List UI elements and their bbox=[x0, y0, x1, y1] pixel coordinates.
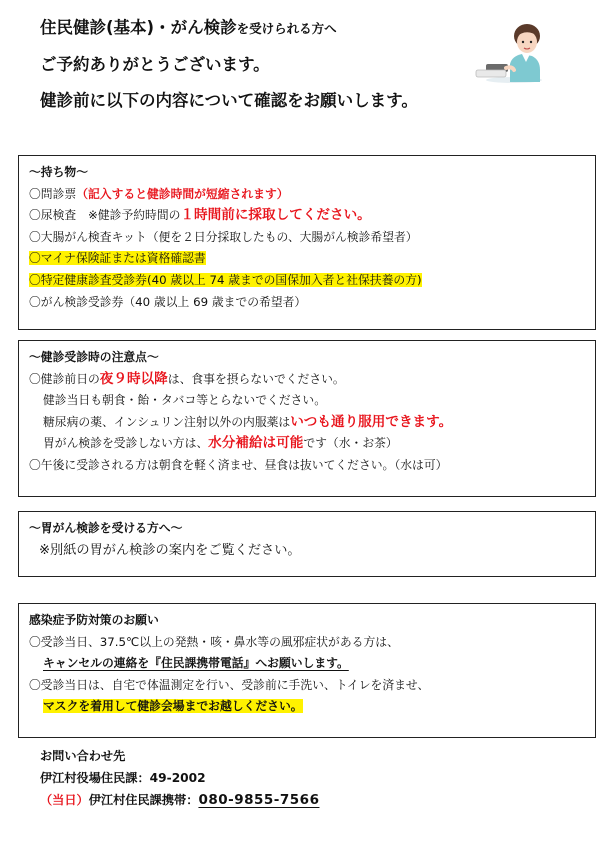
highlighted-text: 〇マイナ保険証または資格確認書 bbox=[29, 251, 206, 266]
item-text: 〇尿検査 ※健診予約時間の bbox=[29, 208, 181, 223]
text: 糖尿病の薬、インシュリン注射以外の内服薬は bbox=[43, 414, 291, 429]
item-text: 〇問診票 bbox=[29, 186, 77, 201]
stomach-title: ～胃がん検診を受ける方へ～ bbox=[29, 521, 183, 535]
emphasis: いつも通り服用できます。 bbox=[290, 413, 453, 430]
mobile-label: 伊江村住民課携帯： bbox=[88, 793, 199, 807]
infection-item-mask bbox=[29, 696, 585, 718]
infection-box bbox=[18, 603, 596, 738]
emphasis: 夜９時以降 bbox=[99, 370, 168, 387]
infection-item-fever-cont bbox=[29, 653, 585, 675]
emphasis: 水分補給は可能 bbox=[208, 435, 304, 452]
belongings-item-cancer-ticket: 〇がん検診受診券（40 歳以上 69 歳までの希望者） bbox=[29, 294, 307, 309]
text: 胃がん検診を受診しない方は、 bbox=[43, 436, 209, 451]
precaution-morning: 健診当日も朝食・飴・タバコ等とらないでください。 bbox=[43, 393, 327, 408]
text: です（水・お茶） bbox=[303, 436, 398, 451]
precaution-fasting bbox=[29, 369, 585, 391]
mobile-number: 080-9855-7566 bbox=[198, 792, 320, 808]
belongings-item-questionnaire bbox=[29, 184, 585, 206]
precaution-hydration bbox=[29, 433, 585, 455]
highlighted-text: マスクを着用して健診会場までお越しください。 bbox=[43, 699, 303, 714]
nurse-illustration-icon bbox=[466, 20, 544, 84]
header-title: 住民健診(基本)・がん検診 bbox=[40, 18, 237, 37]
precaution-medication bbox=[29, 412, 585, 434]
contact-mobile bbox=[40, 789, 319, 811]
underlined-text: キャンセルの連絡を『住民課携帯電話』へお願いします。 bbox=[43, 656, 349, 671]
text: 〇健診前日の bbox=[29, 371, 100, 386]
precautions-box bbox=[18, 340, 596, 497]
stomach-exam-box bbox=[18, 511, 596, 577]
header-line-3: 健診前に以下の内容について確認をお願いします。 bbox=[40, 91, 418, 110]
infection-item-fever: 〇受診当日、37.5℃以上の発熱・咳・鼻水等の風邪症状がある方は、 bbox=[29, 634, 399, 649]
precaution-afternoon: 〇午後に受診される方は朝食を軽く済ませ、昼食は抜いてください。（水は可） bbox=[29, 457, 448, 472]
belongings-title: ～持ち物～ bbox=[29, 165, 88, 179]
item-emphasis: １時間前に採取してください。 bbox=[180, 207, 371, 224]
belongings-box bbox=[18, 155, 596, 330]
precautions-title: ～健診受診時の注意点～ bbox=[29, 350, 159, 364]
page-header bbox=[40, 18, 480, 127]
text: は、食事を摂らないでください。 bbox=[167, 371, 345, 386]
sameday-label: （当日） bbox=[40, 793, 89, 807]
belongings-item-insurance-card bbox=[29, 248, 585, 270]
header-line-2: ご予約ありがとうございます。 bbox=[40, 55, 270, 74]
contact-section bbox=[40, 745, 319, 811]
header-line-1 bbox=[40, 18, 480, 39]
infection-item-temperature: 〇受診当日は、自宅で体温測定を行い、受診前に手洗い、トイレを済ませ、 bbox=[29, 677, 430, 692]
infection-title: 感染症予防対策のお願い bbox=[29, 613, 159, 627]
belongings-item-urine bbox=[29, 205, 585, 227]
header-title-suffix: を受けられる方へ bbox=[236, 21, 337, 36]
belongings-item-checkup-ticket bbox=[29, 270, 585, 292]
contact-office-phone: 伊江村役場住民課：49-2002 bbox=[40, 771, 206, 785]
stomach-note: ※別紙の胃がん検診の案内をご覧ください。 bbox=[39, 542, 301, 558]
belongings-item-colon-kit: 〇大腸がん検査キット（便を２日分採取したもの、大腸がん検診希望者） bbox=[29, 229, 418, 244]
highlighted-text: 〇特定健康診査受診券(40 歳以上 74 歳までの国保加入者と社保扶養の方) bbox=[29, 272, 422, 287]
item-note: （記入すると健診時間が短縮されます） bbox=[76, 186, 289, 201]
contact-title: お問い合わせ先 bbox=[40, 749, 126, 763]
